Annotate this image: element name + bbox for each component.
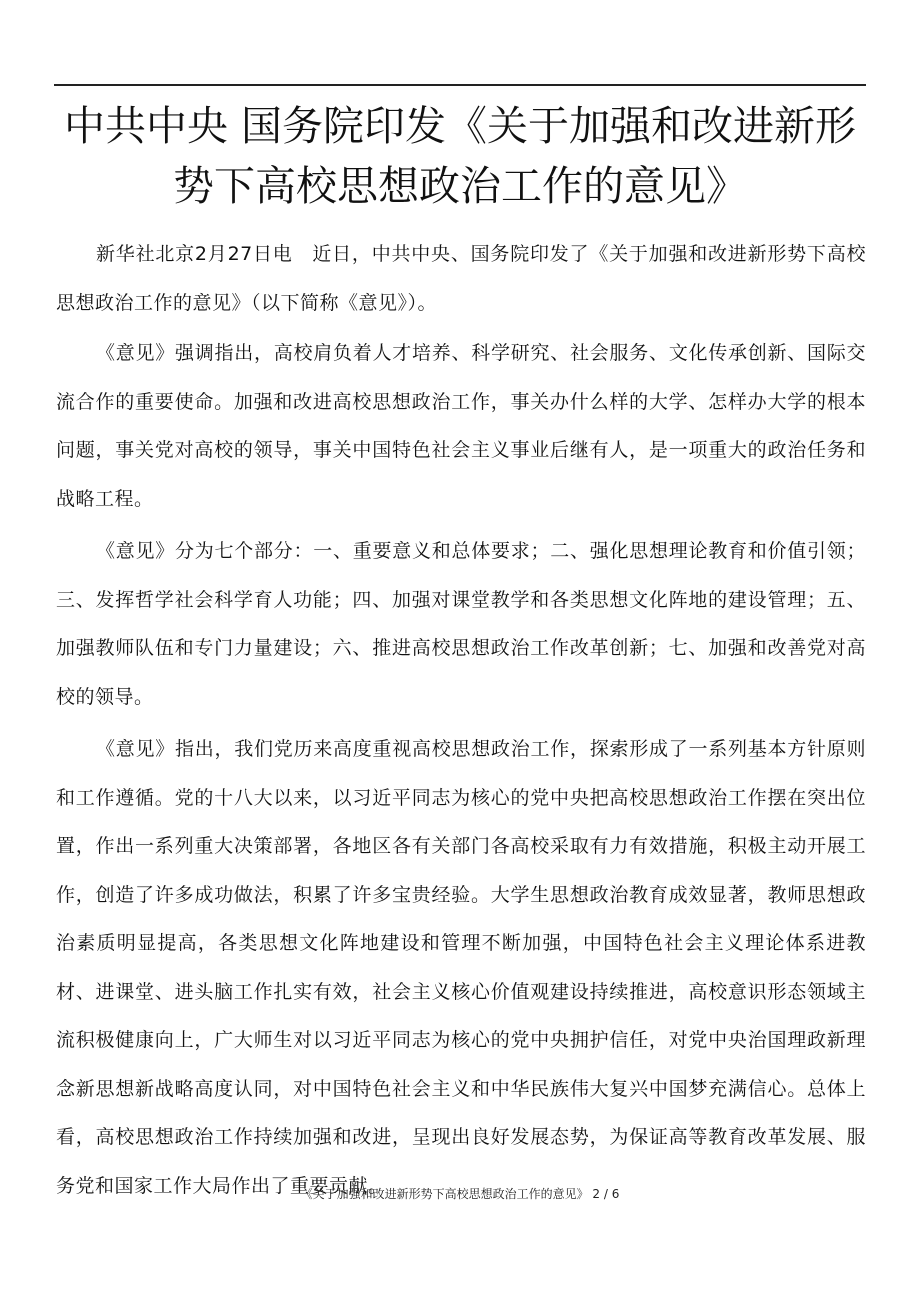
paragraph-lead: 新华社北京2月27日电 近日，中共中央、国务院印发了《关于加强和改进新形势下高校思想政治工作的意见》（以下简称《意见》）。 [56,243,866,314]
document-body [56,230,866,1214]
paragraph-structure: 《意见》分为七个部分：一、重要意义和总体要求；二、强化思想理论教育和价值引领；三、发挥哲学社会科学育人功能；四、加强对课堂教学和各类思想文化阵地的建设管理；五、加强教师队伍和专门力量建设；六、推进高校思想政治工作改革创新；七、加强和改善党对高校的领导。 [56,540,866,708]
page-footer: 《关于加强和改进新形势下高校思想政治工作的意见》 2 / 6 [300,1187,620,1201]
title-line-2: 势下高校思想政治工作的意见》 [173,162,747,210]
top-divider [54,84,866,86]
paragraph-mission: 《意见》强调指出，高校肩负着人才培养、科学研究、社会服务、文化传承创新、国际交流合作的重要使命。加强和改进高校思想政治工作，事关办什么样的大学、怎样办大学的根本问题，事关党对高校的领导，事关中国特色社会主义事业后继有人，是一项重大的政治任务和战略工程。 [56,342,866,510]
title-line-1: 中共中央 国务院印发《关于加强和改进新形 [63,102,857,150]
paragraph-achievements: 《意见》指出，我们党历来高度重视高校思想政治工作，探索形成了一系列基本方针原则和工作遵循。党的十八大以来，以习近平同志为核心的党中央把高校思想政治工作摆在突出位置，作出一系列重大决策部署，各地区各有关部门各高校采取有力有效措施，积极主动开展工作，创造了许多成功做法，积累了许多宝贵经验。大学生思想政治教育成效显著，教师思想政治素质明显提高，各类思想文化阵地建设和管理不断加强，中国特色社会主义理论体系进教材、进课堂、进头脑工作扎实有效，社会主义核心价值观建设持续推进，高校意识形态领域主流积极健康向上，广大师生对以习近平同志为核心的党中央拥护信任，对党中央治国理政新理念新思想新战略高度认同，对中国特色社会主义和中华民族伟大复兴中国梦充满信心。总体上看，高校思想政治工作持续加强和改进，呈现出良好发展态势，为保证高等教育改革发展、服务党和国家工作大局作出了重要贡献。 [56,738,866,1197]
document-title [54,96,866,216]
